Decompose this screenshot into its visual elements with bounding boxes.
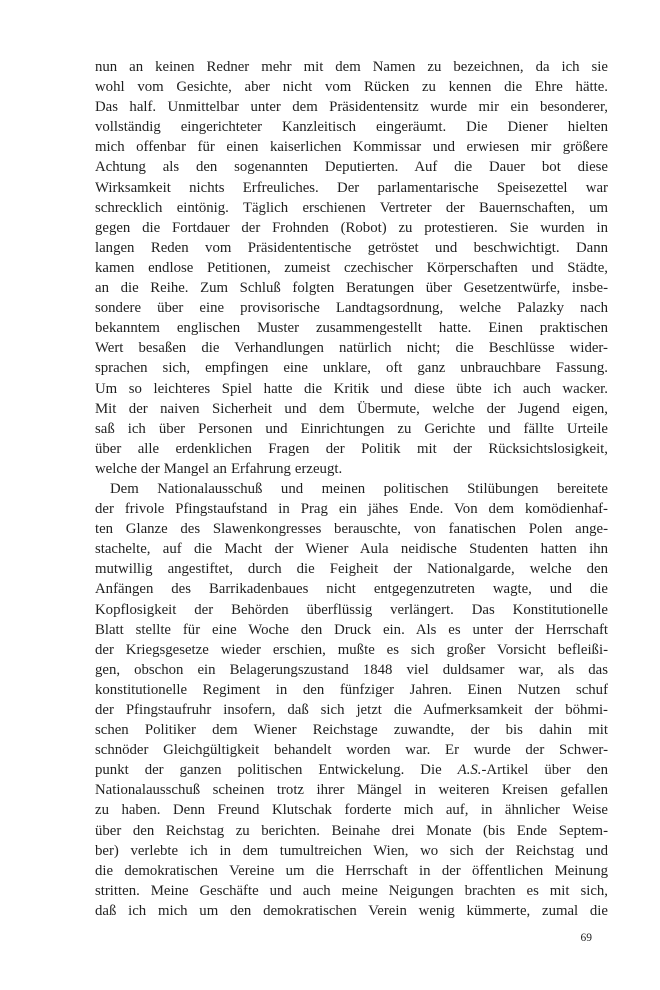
text-line: saß ich über Personen und Einrichtungen zu Gerichte und fällte Urteile: [95, 420, 608, 437]
text-line: Um so leichteres Spiel hatte die Kritik und diese übte ich auch wacker.: [95, 380, 608, 397]
page-number: 69: [580, 932, 592, 944]
text-line: sprachen sich, empfingen eine unklare, oft ganz unbrauchbare Fassung.: [95, 360, 608, 377]
text-line: zu haben. Denn Freund Klutschak forderte mich auf, in ähnlicher Weise: [95, 802, 608, 819]
text-line: die demokratischen Vereine um die Herrschaft in der öffentlichen Meinung: [95, 862, 608, 879]
text-line: mutwillig angestiftet, durch die Feigheit der Nationalgarde, welche den: [95, 561, 608, 578]
text-line: Kopflosigkeit der Behörden überflüssig verlängert. Das Konstitutionelle: [95, 601, 608, 618]
text-line: Blatt stellte für eine Woche den Druck ein. Als es unter der Herrschaft: [95, 621, 608, 638]
text-line: stritten. Meine Geschäfte und auch meine Neigungen brachten es mit sich,: [95, 882, 608, 899]
paragraph: [95, 57, 608, 479]
text-line: der frivole Pfingstaufstand in Prag ein jähes Ende. Von dem komödienhaf-: [95, 501, 608, 518]
text-line: mich offenbar für einen kaiserlichen Kommissar und erwiesen mir größere: [95, 139, 608, 156]
text-line: punkt der ganzen politischen Entwickelung. Die A.S.-Artikel über den: [95, 762, 608, 779]
text-line: an die Reihe. Zum Schluß folgten Beratungen über Gesetzentwürfe, insbe-: [95, 280, 608, 297]
text-line: über den Reichstag zu berichten. Beinahe drei Monate (bis Ende Septem-: [95, 822, 608, 839]
text-line: über alle erdenklichen Fragen der Politik mit der Rücksichtslosigkeit,: [95, 440, 608, 457]
text-line: stachelte, auf die Macht der Wiener Aula neidische Studenten hatten ihn: [95, 541, 608, 558]
text-line: Wirksamkeit nichts Erfreuliches. Der parlamentarische Speisezettel war: [95, 179, 608, 196]
text-line: kamen endlose Petitionen, zumeist czechischer Körperschaften und Städte,: [95, 259, 608, 276]
text-line: schen Politiker dem Wiener Reichstage zuwandte, der bis dahin mit: [95, 722, 608, 739]
text-line: gen, obschon ein Belagerungszustand 1848 viel duldsamer war, als das: [95, 661, 608, 678]
text-line: langen Reden vom Präsidententische getröstet und beschwichtigt. Dann: [95, 239, 608, 256]
text-line: nun an keinen Redner mehr mit dem Namen zu bezeichnen, da ich sie: [95, 59, 608, 75]
text-line: konstitutionelle Regiment in den fünfziger Jahren. Einen Nutzen schuf: [95, 681, 608, 698]
text-line: sondere über eine provisorische Landtagsordnung, welche Palazky nach: [95, 300, 608, 317]
text-line: Nationalausschuß scheinen trotz ihrer Mängel in weiteren Kreisen gefallen: [95, 782, 608, 799]
text-line: bekanntem englischen Muster zusammengestellt hatte. Einen praktischen: [95, 320, 608, 337]
text-line: schrecklich eintönig. Täglich erschienen Vertreter der Bauernschaften, um: [95, 199, 608, 216]
text-line: vollständig eingerichteter Kanzleitisch eingeräumt. Die Diener hielten: [95, 119, 608, 136]
text-line: Anfängen des Barrikadenbaues nicht entgegenzutreten wagte, und die: [95, 581, 608, 598]
text-line: gegen die Fortdauer der Frohnden (Robot) zu protestieren. Sie wurden in: [95, 219, 608, 236]
text-line: der Pfingstaufruhr insofern, daß sich jetzt die Aufmerksamkeit der böhmi-: [95, 702, 608, 718]
text-line: welche der Mangel an Erfahrung erzeugt.: [95, 460, 343, 477]
text-line: Mit der naiven Sicherheit und dem Übermute, welche der Jugend eigen,: [95, 400, 608, 417]
text-line: wohl vom Gesichte, aber nicht vom Rücken zu kennen die Ehre hätte.: [95, 79, 608, 96]
text-line: ten Glanze des Slawenkongresses berauschte, von fanatischen Polen ange-: [95, 521, 608, 538]
text-line: Achtung als den sogenannten Deputierten. Auf die Dauer bot diese: [95, 159, 608, 176]
text-line: der Kriegsgesetze wieder erschien, mußte es sich großer Vorsicht befleißi-: [95, 641, 608, 658]
text-line: Wert besaßen die Verhandlungen natürlich nicht; die Beschlüsse wider-: [95, 340, 608, 357]
text-block: [95, 57, 608, 921]
text-line: Das half. Unmittelbar unter dem Präsidentensitz wurde mir ein besonderer,: [95, 99, 608, 116]
text-line: ber) verlebte ich in dem tumultreichen Wien, wo sich der Reichstag und: [95, 842, 608, 859]
text-line: schnöder Gleichgültigkeit behandelt worden war. Er wurde der Schwer-: [95, 742, 608, 759]
text-line: Dem Nationalausschuß und meinen politischen Stilübungen bereitete: [110, 480, 608, 497]
text-line: daß ich mich um den demokratischen Verein wenig kümmerte, zumal die: [95, 902, 608, 919]
paragraph: [95, 479, 608, 921]
